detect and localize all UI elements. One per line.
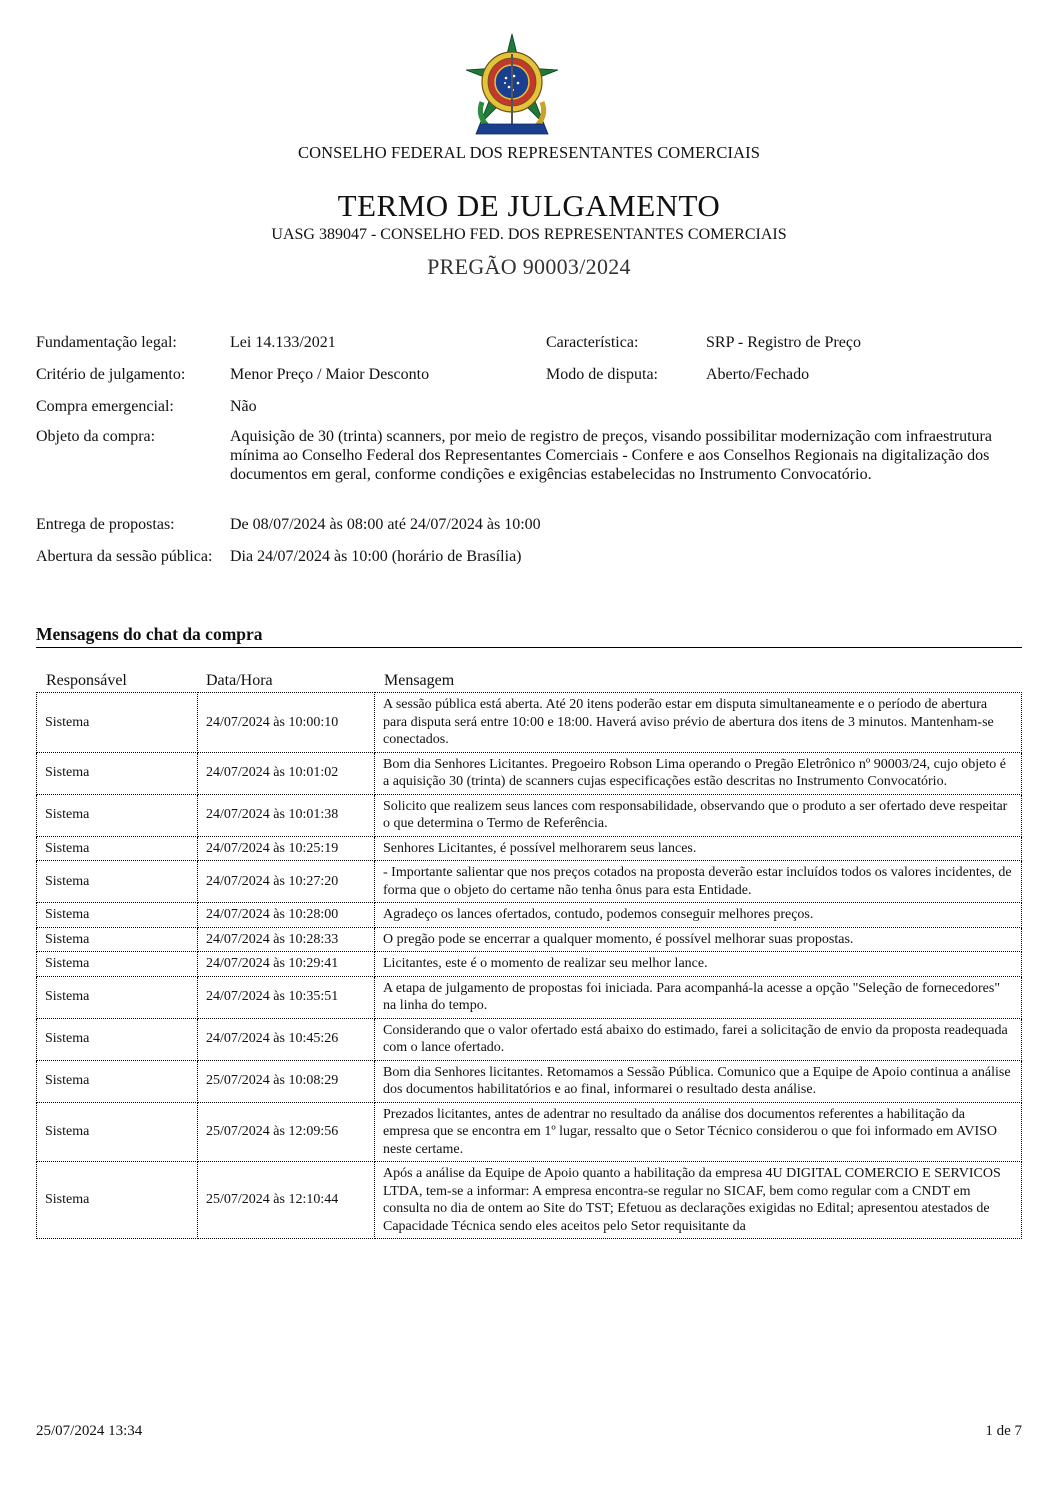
objeto-label: Objeto da compra:	[36, 428, 156, 445]
datahora-cell: 24/07/2024 às 10:28:00	[198, 903, 375, 928]
table-row	[37, 976, 1022, 1018]
mensagem-cell: Senhores Licitantes, é possível melhorarem seus lances.	[375, 836, 1022, 861]
responsavel-cell: Sistema	[37, 752, 198, 794]
datahora-cell: 24/07/2024 às 10:29:41	[198, 952, 375, 977]
page-number: 1 de 7	[985, 1423, 1022, 1439]
datahora-cell: 24/07/2024 às 10:28:33	[198, 927, 375, 952]
mensagem-cell: Após a análise da Equipe de Apoio quanto a habilitação da empresa 4U DIGITAL COMERCIO E SERVICOS LTDA, tem-se a informar: A empresa encontra-se regular no SICAF, bem como regular com a CNDT em consulta no dia de ontem ao Site do TST; Efetuou as declarações exigidas no Edital; apresentou atestados de Capacidade Técnica sendo eles aceitos pelo Setor requisitante da	[375, 1162, 1022, 1239]
document-title: TERMO DE JULGAMENTO	[337, 188, 721, 223]
fundamentacao-value: Lei 14.133/2021	[230, 334, 336, 351]
responsavel-cell: Sistema	[37, 861, 198, 903]
table-row	[37, 903, 1022, 928]
col-mensagem: Mensagem	[384, 672, 455, 689]
responsavel-cell: Sistema	[37, 927, 198, 952]
modo-label: Modo de disputa:	[546, 366, 658, 383]
uasg-line: UASG 389047 - CONSELHO FED. DOS REPRESENTANTES COMERCIAIS	[271, 226, 787, 243]
coat-of-arms-emblem	[462, 32, 562, 140]
objeto-value: Aquisição de 30 (trinta) scanners, por meio de registro de preços, visando possibilitar modernização com infraestrutura mínima ao Conselho Federal dos Representantes Comerciais - Confere e aos Conselhos Regionais na digitalização dos documentos em geral, conforme condições e exigências estabelecidas no Instrumento Convocatório.	[230, 428, 992, 483]
table-row	[37, 794, 1022, 836]
entrega-value: De 08/07/2024 às 08:00 até 24/07/2024 às 10:00	[230, 516, 541, 533]
caracteristica-value: SRP - Registro de Preço	[706, 334, 861, 351]
emergencial-label: Compra emergencial:	[36, 398, 174, 415]
chat-section-title: Mensagens do chat da compra	[36, 624, 1022, 648]
mensagem-cell: Agradeço os lances ofertados, contudo, podemos conseguir melhores preços.	[375, 903, 1022, 928]
fundamentacao-label: Fundamentação legal:	[36, 334, 177, 351]
table-row	[37, 836, 1022, 861]
mensagem-cell: Considerando que o valor ofertado está abaixo do estimado, farei a solicitação de envio da proposta readequada com o lance ofertado.	[375, 1018, 1022, 1060]
mensagem-cell: A etapa de julgamento de propostas foi iniciada. Para acompanhá-la acesse a opção "Seleção de fornecedores" na linha do tempo.	[375, 976, 1022, 1018]
datahora-cell: 24/07/2024 às 10:25:19	[198, 836, 375, 861]
responsavel-cell: Sistema	[37, 1102, 198, 1162]
responsavel-cell: Sistema	[37, 903, 198, 928]
table-row	[37, 752, 1022, 794]
mensagem-cell: O pregão pode se encerrar a qualquer momento, é possível melhorar suas propostas.	[375, 927, 1022, 952]
datahora-cell: 25/07/2024 às 12:09:56	[198, 1102, 375, 1162]
abertura-value: Dia 24/07/2024 às 10:00 (horário de Brasília)	[230, 548, 522, 565]
datahora-cell: 24/07/2024 às 10:45:26	[198, 1018, 375, 1060]
responsavel-cell: Sistema	[37, 693, 198, 753]
abertura-label: Abertura da sessão pública:	[36, 548, 213, 565]
organization-name: CONSELHO FEDERAL DOS REPRESENTANTES COMERCIAIS	[298, 143, 760, 162]
mensagem-cell: Prezados licitantes, antes de adentrar no resultado da análise dos documentos referentes a habilitação da empresa que se encontra em 1º lugar, ressalto que o Setor Técnico considerou o que foi informado em AVISO neste certame.	[375, 1102, 1022, 1162]
datahora-cell: 24/07/2024 às 10:35:51	[198, 976, 375, 1018]
chat-table	[36, 692, 1022, 1239]
responsavel-cell: Sistema	[37, 836, 198, 861]
emergencial-value: Não	[230, 398, 257, 415]
table-row	[37, 1060, 1022, 1102]
modo-value: Aberto/Fechado	[706, 366, 810, 383]
col-datahora: Data/Hora	[206, 672, 273, 689]
mensagem-cell: Bom dia Senhores Licitantes. Pregoeiro Robson Lima operando o Pregão Eletrônico nº 90003/24, cujo objeto é a aquisição 30 (trinta) de scanners cujas especificações estão descritas no Instrumento Convocatório.	[375, 752, 1022, 794]
table-row	[37, 861, 1022, 903]
criterio-label: Critério de julgamento:	[36, 366, 186, 383]
mensagem-cell: - Importante salientar que nos preços cotados na proposta deverão estar incluídos todos os valores incidentes, de forma que o objeto do certame não tenha ônus para esta Entidade.	[375, 861, 1022, 903]
responsavel-cell: Sistema	[37, 976, 198, 1018]
table-row	[37, 927, 1022, 952]
datahora-cell: 24/07/2024 às 10:00:10	[198, 693, 375, 753]
entrega-label: Entrega de propostas:	[36, 516, 175, 533]
responsavel-cell: Sistema	[37, 1162, 198, 1239]
datahora-cell: 24/07/2024 às 10:01:38	[198, 794, 375, 836]
table-row	[37, 1102, 1022, 1162]
table-row	[37, 693, 1022, 753]
col-responsavel: Responsável	[46, 672, 127, 689]
responsavel-cell: Sistema	[37, 1018, 198, 1060]
datahora-cell: 25/07/2024 às 12:10:44	[198, 1162, 375, 1239]
mensagem-cell: A sessão pública está aberta. Até 20 itens poderão estar em disputa simultaneamente e o período de abertura para disputa será entre 10:00 e 18:00. Haverá aviso prévio de abertura dos itens de 3 minutos. Mantenham-se conectados.	[375, 693, 1022, 753]
mensagem-cell: Solicito que realizem seus lances com responsabilidade, observando que o produto a ser ofertado deve respeitar o que determina o Termo de Referência.	[375, 794, 1022, 836]
datahora-cell: 24/07/2024 às 10:27:20	[198, 861, 375, 903]
table-row	[37, 1018, 1022, 1060]
table-row	[37, 1162, 1022, 1239]
mensagem-cell: Bom dia Senhores licitantes. Retomamos a Sessão Pública. Comunico que a Equipe de Apoio continua a análise dos documentos habilitatórios e ao final, informarei o resultado desta análise.	[375, 1060, 1022, 1102]
mensagem-cell: Licitantes, este é o momento de realizar seu melhor lance.	[375, 952, 1022, 977]
footer-datetime: 25/07/2024 13:34	[36, 1423, 143, 1439]
datahora-cell: 24/07/2024 às 10:01:02	[198, 752, 375, 794]
procurement-info	[36, 333, 1026, 579]
responsavel-cell: Sistema	[37, 952, 198, 977]
table-row	[37, 952, 1022, 977]
caracteristica-label: Característica:	[546, 334, 639, 351]
datahora-cell: 25/07/2024 às 10:08:29	[198, 1060, 375, 1102]
pregao-number: PREGÃO 90003/2024	[427, 254, 631, 279]
responsavel-cell: Sistema	[37, 1060, 198, 1102]
criterio-value: Menor Preço / Maior Desconto	[230, 366, 430, 383]
responsavel-cell: Sistema	[37, 794, 198, 836]
